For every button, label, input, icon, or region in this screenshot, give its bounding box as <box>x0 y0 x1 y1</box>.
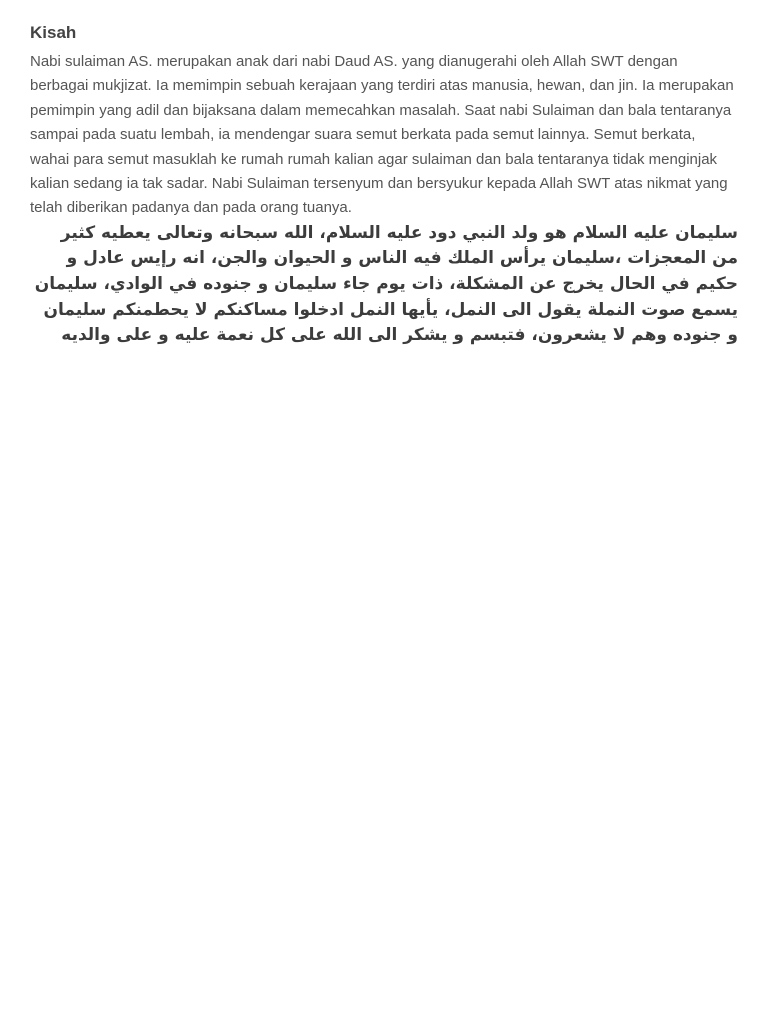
story-title: Kisah <box>30 23 77 42</box>
indonesian-story-text: Nabi sulaiman AS. merupakan anak dari nabi Daud AS. yang dianugerahi oleh Allah SWT dengan berbagai mukjizat. Ia memimpin sebuah kerajaan yang terdiri atas manusia, hewan, dan jin. Ia merupakan pemimpin yang adil dan bijaksana dalam memecahkan masalah. Saat nabi Sulaiman dan bala tentaranya sampai pada suatu lembah, ia mendengar suara semut berkata pada semut lainnya. Semut berkata, wahai para semut masuklah ke rumah rumah kalian agar sulaiman dan bala tentaranya tidak menginjak kalian sedang ia tak sadar. Nabi Sulaiman tersenyum dan bersyukur kepada Allah SWT atas nikmat yang telah diberikan padanya dan pada orang tuanya. <box>30 53 734 217</box>
arabic-story-text: سليمان عليه السلام هو ولد النبي دود عليه السلام، الله سبحانه وتعالى يعطيه كثير من المعجزات ،سليمان يرأس الملك فيه الناس و الحيوان والجن، انه رإيس عادل و حكيم في الحال يخرج عن المشكلة، ذات يوم جاء سليمان و جنوده في الوادي، سليمان يسمع صوت النملة يقول الى النمل، يأيها النمل ادخلوا مساكنكم لا يحطمنكم سليمان و جنوده وهم لا يشعرون، فتبسم و يشكر الى الله على كل نعمة عليه و على والديه <box>34 222 738 346</box>
